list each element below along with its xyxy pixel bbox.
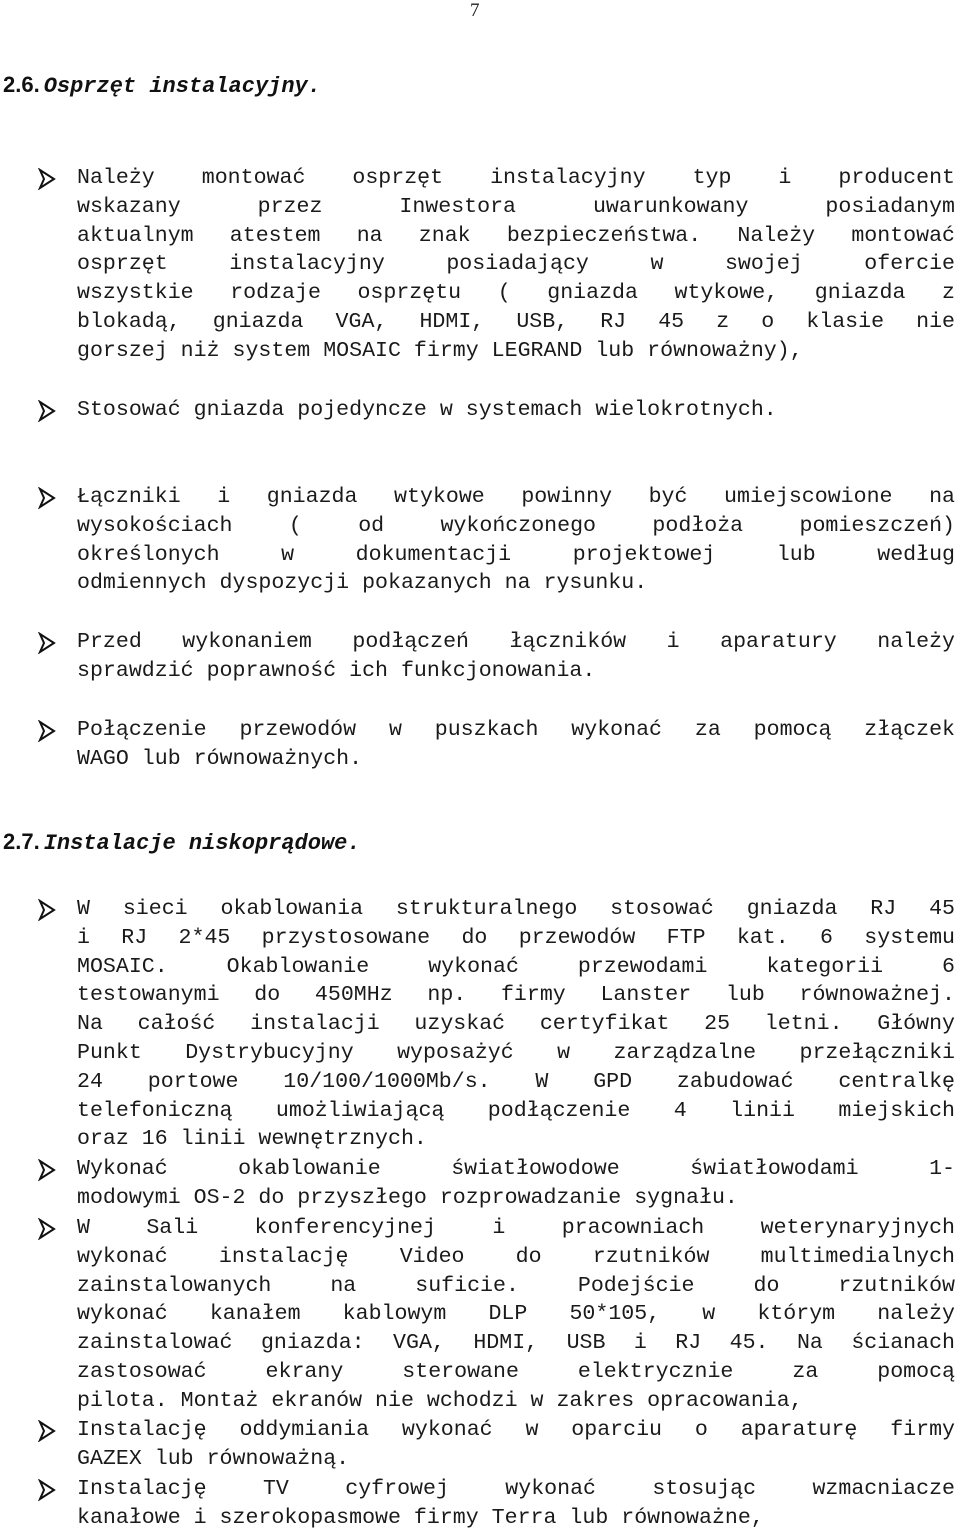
arrow-bullet-icon bbox=[37, 400, 57, 422]
text-line: W Sali konferencyjnej i pracowniach weterynaryjnych bbox=[77, 1216, 955, 1240]
text-line: MOSAIC. Okablowanie wykonać przewodami kategorii 6 bbox=[77, 954, 955, 979]
text-line: Łączniki i gniazda wtykowe powinny być umiejscowione na bbox=[77, 485, 955, 509]
arrow-bullet-icon bbox=[37, 899, 57, 921]
text-line: blokadą, gniazda VGA, HDMI, USB, RJ 45 z o klasie nie bbox=[77, 309, 955, 334]
bullet-item bbox=[37, 483, 955, 598]
text-line: wysokościach ( od wykończonego podłoża pomieszczeń) bbox=[77, 513, 955, 538]
bullet-text bbox=[77, 1416, 955, 1474]
text-line: 24 portowe 10/100/1000Mb/s. W GPD zabudować centralkę bbox=[77, 1069, 955, 1094]
text-line: pilota. Montaż ekranów nie wchodzi w zakres opracowania, bbox=[77, 1388, 803, 1413]
text-line: telefoniczną umożliwiającą podłączenie 4 linii miejskich bbox=[77, 1098, 955, 1123]
text-line: zainstalować gniazda: VGA, HDMI, USB i RJ 45. Na ścianach bbox=[77, 1331, 955, 1356]
arrow-bullet-icon bbox=[37, 1420, 57, 1442]
text-line: Punkt Dystrybucyjny wyposażyć w zarządzalne przełączniki bbox=[77, 1040, 955, 1065]
arrow-bullet-icon bbox=[37, 1159, 57, 1181]
text-line: W sieci okablowania strukturalnego stosować gniazda RJ 45 bbox=[77, 897, 955, 921]
text-line: i RJ 2*45 przystosowane do przewodów FTP kat. 6 systemu bbox=[77, 925, 955, 950]
text-line: osprzęt instalacyjny posiadający w swojej ofercie bbox=[77, 252, 955, 277]
text-line: Stosować gniazda pojedyncze w systemach wielokrotnych. bbox=[77, 398, 777, 422]
text-line: wykonać kanałem kablowym DLP 50*105, w którym należy bbox=[77, 1302, 955, 1327]
text-line: określonych w dokumentacji projektowej lub według bbox=[77, 542, 955, 567]
arrow-bullet-icon bbox=[37, 1218, 57, 1240]
bullet-text bbox=[77, 895, 955, 1154]
bullet-item bbox=[37, 895, 955, 1154]
section-number: 2.7. bbox=[3, 829, 40, 854]
bullet-text bbox=[77, 396, 955, 425]
text-line: odmiennych dyspozycji pokazanych na rysunku. bbox=[77, 571, 648, 596]
text-line: Instalację TV cyfrowej wykonać stosując wzmacniacze bbox=[77, 1477, 955, 1501]
text-line: kanałowe i szerokopasmowe firmy Terra lub równoważne, bbox=[77, 1505, 764, 1530]
text-line: Wykonać okablowanie światłowodowe światłowodami 1- bbox=[77, 1157, 955, 1181]
text-line: WAGO lub równoważnych. bbox=[77, 746, 363, 771]
bullet-item bbox=[37, 1416, 955, 1474]
text-line: Na całość instalacji uzyskać certyfikat 25 letni. Główny bbox=[77, 1012, 955, 1037]
text-line: zainstalowanych na suficie. Podejście do rzutników bbox=[77, 1273, 955, 1298]
bullet-item bbox=[37, 628, 955, 686]
bullet-item bbox=[37, 396, 955, 425]
text-line: modowymi OS-2 do przyszłego rozprowadzanie sygnału. bbox=[77, 1185, 738, 1210]
bullet-text bbox=[77, 1155, 955, 1213]
text-line: aktualnym atestem na znak bezpieczeństwa. Należy montować bbox=[77, 223, 955, 248]
bullet-text bbox=[77, 716, 955, 774]
page-number: 7 bbox=[470, 0, 480, 21]
text-line: wskazany przez Inwestora uwarunkowany posiadanym bbox=[77, 194, 955, 219]
section-heading-2-6 bbox=[3, 72, 321, 99]
text-line: Przed wykonaniem podłączeń łączników i aparatury należy bbox=[77, 630, 955, 654]
text-line: testowanymi do 450MHz np. firmy Lanster lub równoważnej. bbox=[77, 983, 955, 1008]
text-line: Należy montować osprzęt instalacyjny typ i producent bbox=[77, 166, 955, 190]
text-line: gorszej niż system MOSAIC firmy LEGRAND lub równoważny), bbox=[77, 338, 803, 363]
arrow-bullet-icon bbox=[37, 632, 57, 654]
bullet-text bbox=[77, 483, 955, 598]
bullet-text bbox=[77, 1475, 955, 1533]
bullet-item bbox=[37, 1214, 955, 1416]
bullet-item bbox=[37, 164, 955, 366]
text-line: sprawdzić poprawność ich funkcjonowania. bbox=[77, 658, 596, 683]
section-heading-2-7 bbox=[3, 829, 361, 856]
section-number: 2.6. bbox=[3, 72, 40, 97]
text-line: GAZEX lub równoważną. bbox=[77, 1446, 350, 1471]
bullet-text bbox=[77, 164, 955, 366]
text-line: Instalację oddymiania wykonać w oparciu o aparaturę firmy bbox=[77, 1418, 955, 1442]
text-line: wszystkie rodzaje osprzętu ( gniazda wtykowe, gniazda z bbox=[77, 281, 955, 306]
bullet-item bbox=[37, 1155, 955, 1213]
arrow-bullet-icon bbox=[37, 1479, 57, 1501]
bullet-text bbox=[77, 628, 955, 686]
text-line: oraz 16 linii wewnętrznych. bbox=[77, 1127, 427, 1152]
section-title: Instalacje niskoprądowe. bbox=[43, 831, 361, 856]
text-line: wykonać instalację Video do rzutników multimedialnych bbox=[77, 1244, 955, 1269]
section-title: Osprzęt instalacyjny. bbox=[43, 74, 321, 99]
text-line: Połączenie przewodów w puszkach wykonać za pomocą złączek bbox=[77, 718, 955, 742]
arrow-bullet-icon bbox=[37, 720, 57, 742]
bullet-item bbox=[37, 1475, 955, 1533]
arrow-bullet-icon bbox=[37, 487, 57, 509]
bullet-text bbox=[77, 1214, 955, 1416]
text-line: zastosować ekrany sterowane elektrycznie za pomocą bbox=[77, 1359, 955, 1384]
bullet-item bbox=[37, 716, 955, 774]
arrow-bullet-icon bbox=[37, 168, 57, 190]
